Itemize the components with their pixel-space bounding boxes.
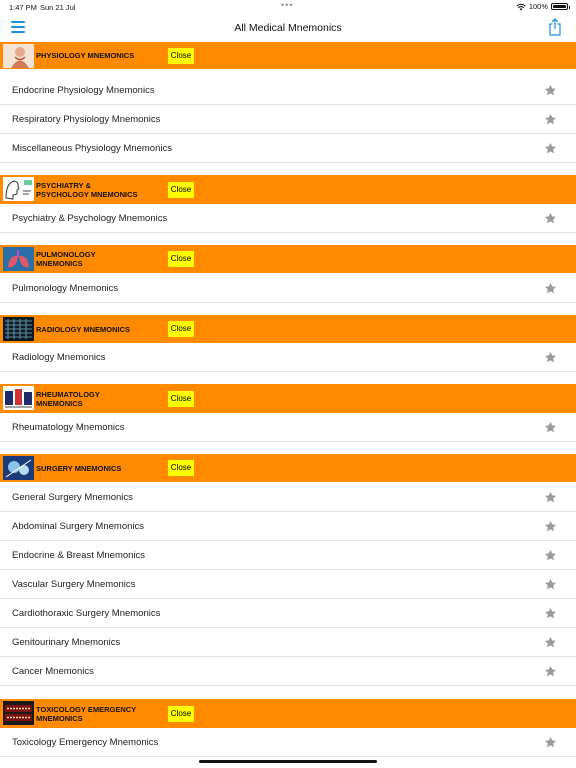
section-header[interactable] bbox=[0, 175, 576, 204]
list-item[interactable] bbox=[0, 628, 576, 657]
rheumatology-thumbnail-icon bbox=[3, 386, 34, 410]
section-header[interactable] bbox=[0, 699, 576, 728]
close-section-button[interactable]: Close bbox=[168, 391, 194, 407]
list-item[interactable] bbox=[0, 728, 576, 757]
section-title: RADIOLOGY MNEMONICS bbox=[36, 325, 131, 334]
list-item[interactable] bbox=[0, 274, 576, 303]
list-item-label: Respiratory Physiology Mnemonics bbox=[12, 114, 161, 125]
section-title: PSYCHOLOGY MNEMONICS bbox=[36, 190, 138, 199]
favorite-star-icon[interactable] bbox=[544, 578, 557, 591]
list-item[interactable] bbox=[0, 204, 576, 233]
status-right bbox=[516, 2, 568, 11]
list-item[interactable] bbox=[0, 483, 576, 512]
section-title: TOXICOLOGY EMERGENCY bbox=[36, 705, 137, 714]
list-item[interactable] bbox=[0, 76, 576, 105]
list-item-label: Radiology Mnemonics bbox=[12, 352, 106, 363]
status-time: 1:47 PM bbox=[9, 3, 37, 12]
section-title: SURGERY MNEMONICS bbox=[36, 464, 122, 473]
close-section-button[interactable]: Close bbox=[168, 48, 194, 64]
list-item[interactable] bbox=[0, 343, 576, 372]
list-item-label: Endocrine Physiology Mnemonics bbox=[12, 85, 155, 96]
section-header[interactable] bbox=[0, 384, 576, 413]
favorite-star-icon[interactable] bbox=[544, 665, 557, 678]
favorite-star-icon[interactable] bbox=[544, 491, 557, 504]
favorite-star-icon[interactable] bbox=[544, 282, 557, 295]
pulmonology-thumbnail-icon bbox=[3, 247, 34, 271]
favorite-star-icon[interactable] bbox=[544, 84, 557, 97]
list-item-label: Cancer Mnemonics bbox=[12, 666, 94, 677]
favorite-star-icon[interactable] bbox=[544, 142, 557, 155]
section-title: RHEUMATOLOGY bbox=[36, 390, 100, 399]
battery-percent: 100% bbox=[528, 2, 548, 11]
toxicology-thumbnail-icon bbox=[3, 701, 34, 725]
close-section-button[interactable]: Close bbox=[168, 251, 194, 267]
list-item-label: Pulmonology Mnemonics bbox=[12, 283, 119, 294]
list-item-label: Abdominal Surgery Mnemonics bbox=[12, 521, 145, 532]
radiology-thumbnail-icon bbox=[3, 317, 34, 341]
physiology-thumbnail-icon bbox=[3, 44, 34, 68]
section-header[interactable] bbox=[0, 454, 576, 482]
list-item[interactable] bbox=[0, 657, 576, 686]
page-title: All Medical Mnemonics bbox=[234, 22, 342, 34]
multitasking-dots[interactable]: ••• bbox=[281, 0, 294, 10]
share-icon[interactable] bbox=[548, 18, 562, 36]
list-item-label: Genitourinary Mnemonics bbox=[12, 637, 121, 648]
navigation-bar bbox=[0, 14, 576, 42]
section-title: PULMONOLOGY bbox=[36, 250, 96, 259]
section-header[interactable] bbox=[0, 315, 576, 343]
list-item[interactable] bbox=[0, 512, 576, 541]
favorite-star-icon[interactable] bbox=[544, 421, 557, 434]
section-title: MNEMONICS bbox=[36, 259, 83, 268]
status-date: Sun 21 Jul bbox=[40, 3, 76, 12]
favorite-star-icon[interactable] bbox=[544, 351, 557, 364]
list-item[interactable] bbox=[0, 541, 576, 570]
favorite-star-icon[interactable] bbox=[544, 736, 557, 749]
list-item[interactable] bbox=[0, 413, 576, 442]
wifi-icon bbox=[516, 3, 526, 11]
section-title: PHYSIOLOGY MNEMONICS bbox=[36, 51, 135, 60]
favorite-star-icon[interactable] bbox=[544, 636, 557, 649]
list-item-label: Vascular Surgery Mnemonics bbox=[12, 579, 136, 590]
list-item[interactable] bbox=[0, 134, 576, 163]
favorite-star-icon[interactable] bbox=[544, 549, 557, 562]
favorite-star-icon[interactable] bbox=[544, 212, 557, 225]
list-item-label: Endocrine & Breast Mnemonics bbox=[12, 550, 146, 561]
section-title: MNEMONICS bbox=[36, 714, 83, 723]
list-item[interactable] bbox=[0, 105, 576, 134]
list-item[interactable] bbox=[0, 599, 576, 628]
favorite-star-icon[interactable] bbox=[544, 113, 557, 126]
list-item-label: General Surgery Mnemonics bbox=[12, 492, 133, 503]
psychiatry-thumbnail-icon bbox=[3, 177, 34, 201]
status-bar bbox=[0, 0, 576, 14]
close-section-button[interactable]: Close bbox=[168, 460, 194, 476]
close-section-button[interactable]: Close bbox=[168, 706, 194, 722]
favorite-star-icon[interactable] bbox=[544, 607, 557, 620]
section-header[interactable] bbox=[0, 245, 576, 273]
battery-icon bbox=[551, 3, 568, 10]
list-item-label: Psychiatry & Psychology Mnemonics bbox=[12, 213, 168, 224]
home-indicator[interactable] bbox=[199, 760, 377, 763]
surgery-thumbnail-icon bbox=[3, 456, 34, 480]
close-section-button[interactable]: Close bbox=[168, 321, 194, 337]
favorite-star-icon[interactable] bbox=[544, 520, 557, 533]
section-title: MNEMONICS bbox=[36, 399, 83, 408]
list-item-label: Toxicology Emergency Mnemonics bbox=[12, 737, 159, 748]
list-item[interactable] bbox=[0, 570, 576, 599]
list-item-label: Rheumatology Mnemonics bbox=[12, 422, 125, 433]
section-title: PSYCHIATRY & bbox=[36, 181, 91, 190]
section-header[interactable] bbox=[0, 42, 576, 69]
list-item-label: Miscellaneous Physiology Mnemonics bbox=[12, 143, 172, 154]
close-section-button[interactable]: Close bbox=[168, 182, 194, 198]
list-item-label: Cardiothoraxic Surgery Mnemonics bbox=[12, 608, 161, 619]
